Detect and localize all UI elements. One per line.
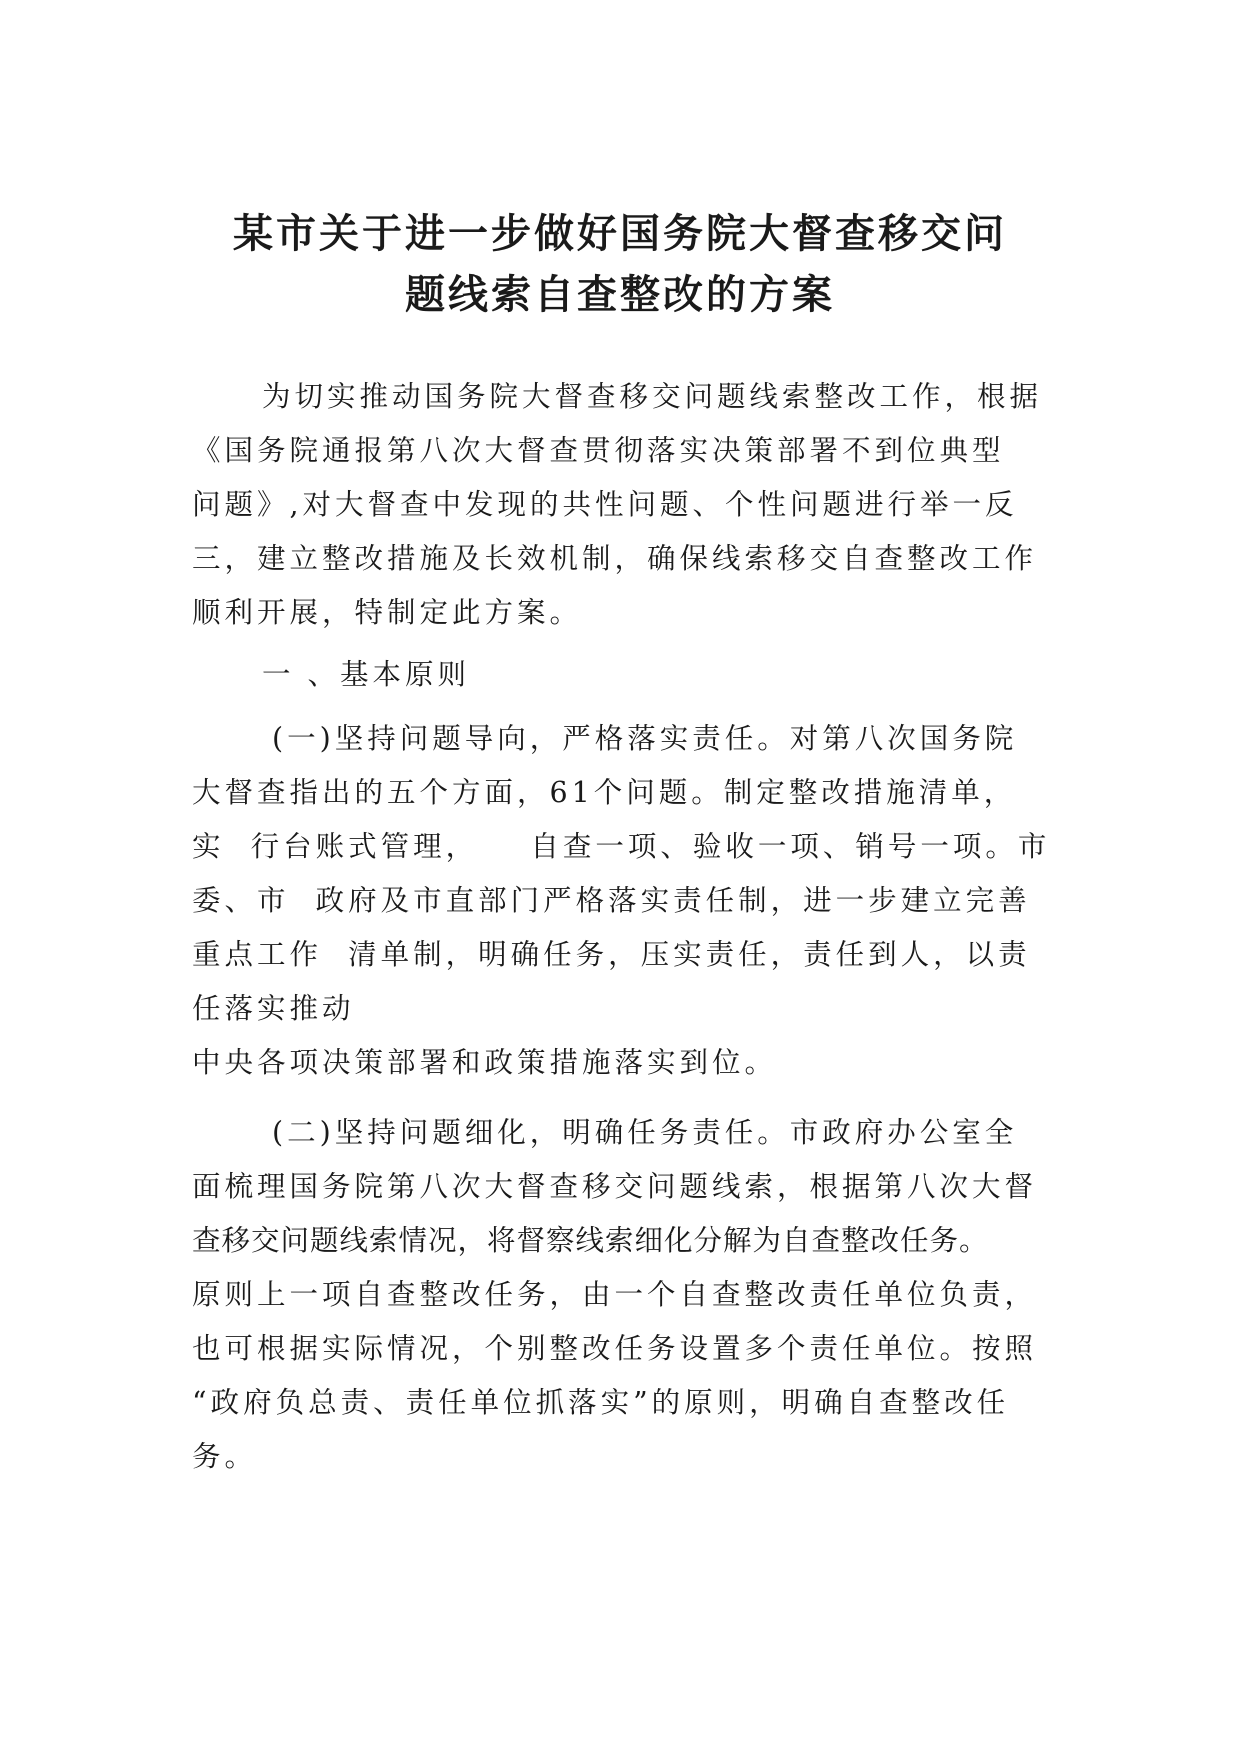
paragraph-line: 问题》,对大督查中发现的共性问题、个性问题进行举一反 [192, 488, 1018, 521]
paragraph-line: 委、市 政府及市直部门严格落实责任制，进一步建立完善 [192, 884, 1031, 917]
paragraph-line: 三，建立整改措施及长效机制，确保线索移交自查整改工作 [192, 542, 1038, 575]
paragraph-line: 也可根据实际情况，个别整改任务设置多个责任单位。按照 [192, 1332, 1038, 1365]
paragraph-line: 原则上一项自查整改任务，由一个自查整改责任单位负责， [192, 1278, 1038, 1311]
document-title-line-1: 某市关于进一步做好国务院大督查移交问 [233, 211, 1007, 257]
document-title-line-2: 题线索自查整改的方案 [405, 272, 835, 318]
paragraph-line: 务。 [192, 1440, 258, 1473]
paragraph-line: 任落实推动 [192, 992, 355, 1025]
paragraph-line: “政府负总责、责任单位抓落实”的原则，明确自查整改任 [192, 1386, 1010, 1419]
paragraph-line: 《国务院通报第八次大督查贯彻落实决策部署不到位典型 [192, 434, 1005, 467]
section-heading: 一 、基本原则 [262, 658, 471, 691]
paragraph-line: 面梳理国务院第八次大督查移交问题线索，根据第八次大督 [192, 1170, 1038, 1203]
paragraph-line: 查移交问题线索情况，将督察线索细化分解为自查整改任务。 [192, 1224, 989, 1257]
paragraph-line: 重点工作 清单制，明确任务，压实责任，责任到人，以责 [192, 938, 1031, 971]
paragraph-line: 顺利开展，特制定此方案。 [192, 596, 583, 629]
paragraph-line: (二)坚持问题细化，明确任务责任。市政府办公室全 [272, 1116, 1018, 1149]
paragraph-line: 中央各项决策部署和政策措施落实到位。 [192, 1046, 778, 1079]
paragraph-line: (一)坚持问题导向，严格落实责任。对第八次国务院 [272, 722, 1018, 755]
paragraph-line: 为切实推动国务院大督查移交问题线索整改工作，根据 [262, 380, 1043, 413]
paragraph-line: 实 行台账式管理， 自查一项、验收一项、销号一项。市 [192, 830, 1051, 863]
paragraph-line: 大督查指出的五个方面，61个问题。制定整改措施清单， [192, 776, 1017, 809]
